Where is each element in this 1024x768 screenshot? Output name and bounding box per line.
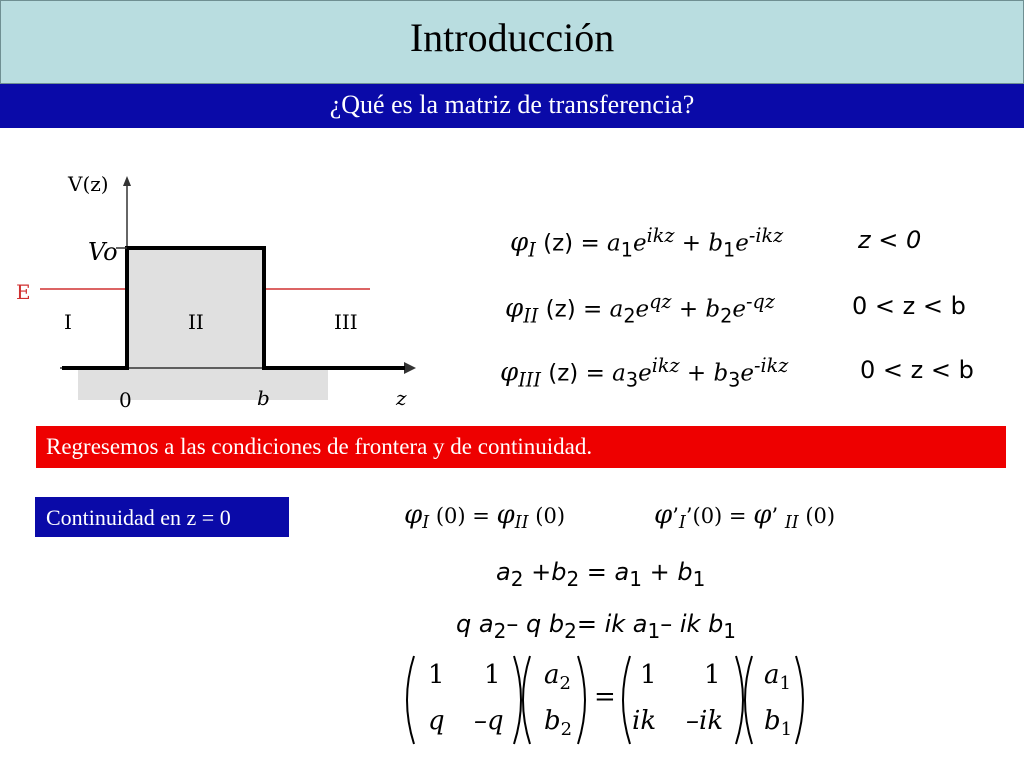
matrix-equals: = (594, 682, 616, 712)
barrier-fill (127, 248, 264, 368)
paren-v1-left (523, 656, 530, 744)
matrix1-r2c1: q (428, 706, 445, 736)
x-tick-b: b (257, 386, 270, 410)
y-axis-arrow (123, 176, 131, 186)
paren-v2-left (745, 656, 752, 744)
system-equation-1: $a_2 +b_2 = a_1 + b_1$ (496, 558, 706, 591)
ground-shading (78, 368, 328, 400)
page-subtitle: ¿Qué es la matriz de transferencia? (329, 90, 695, 119)
region-label-1: I (64, 310, 72, 334)
continuity-wavefunction-eq: $\varphi_I$ $(0) = \varphi_{II}$ (0) (404, 500, 566, 534)
vector1-r1: $a_2$ (544, 660, 571, 695)
matrix2-r1c1: 1 (640, 660, 657, 690)
x-tick-0: 0 (119, 388, 132, 412)
paren-v2-right (796, 656, 803, 744)
matrix2-r2c2: –ik (686, 706, 724, 736)
paren-m1-left (407, 656, 414, 744)
wavefunction-region-3: $\varphi_{III}$ $(z) = a_3e^{ikz} + b_3e^{-ikz}$ (500, 354, 789, 392)
condition-region-1: z < 0 (858, 226, 922, 254)
continuity-label: Continuidad en z = 0 (46, 505, 231, 530)
system-equation-2: q $a_2-$ q $b_2=$ ik $a_1-$ ik $b_1$ (456, 610, 737, 643)
y-axis-label: V(z) (68, 172, 109, 196)
region-label-3: III (334, 310, 358, 334)
vector1-r2: $b_2$ (544, 706, 573, 741)
matrix1-r1c1: 1 (428, 660, 445, 690)
vector2-r2: $b_1$ (764, 706, 793, 741)
matrix1-r2c2: –q (474, 706, 504, 736)
page-title: Introducción (409, 15, 615, 60)
paren-m2-right (736, 656, 743, 744)
boundary-conditions-text: Regresemos a las condiciones de frontera y de continuidad. (46, 434, 593, 459)
paren-m2-left (623, 656, 630, 744)
x-axis-label: z (396, 386, 407, 410)
potential-barrier-diagram (0, 160, 440, 422)
wavefunction-region-1: $\varphi_I$ $(z) = a_1e^{ikz} + b_1e^{-ikz}$ (510, 224, 784, 262)
barrier-height-label: Vo (88, 238, 118, 266)
paren-m1-right (514, 656, 521, 744)
paren-v1-right (578, 656, 585, 744)
condition-region-2: 0 < z < b (852, 292, 966, 320)
region-label-2: II (188, 310, 204, 334)
matrix2-r1c2: 1 (704, 660, 721, 690)
x-axis-arrow (404, 362, 416, 374)
matrix2-r2c1: ik (632, 706, 657, 736)
condition-region-3: 0 < z < b (860, 356, 974, 384)
continuity-derivative-eq: $\varphi’_I’(0) = \varphi$’ $_{II}$ (0) (654, 500, 836, 534)
energy-label: E (16, 280, 31, 304)
matrix1-r1c2: 1 (484, 660, 501, 690)
vector2-r1: $a_1$ (764, 660, 791, 695)
wavefunction-region-2: $\varphi_{II}$ $(z) = a_2e^{qz} + b_2e^{-qz}$ (505, 290, 775, 328)
